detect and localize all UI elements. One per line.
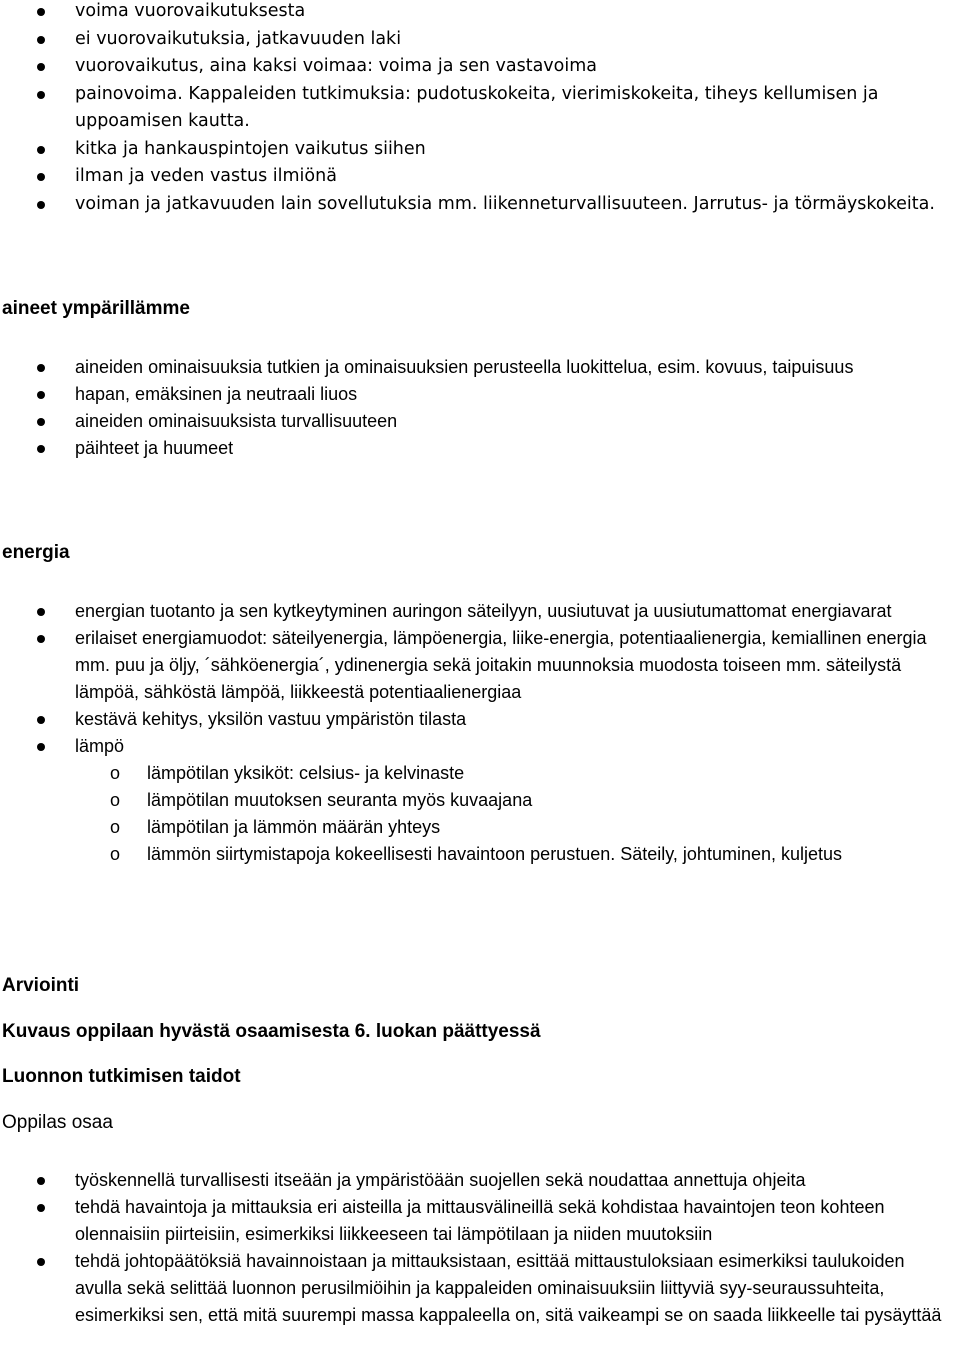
list-item: ei vuorovaikutuksia, jatkavuuden laki [0,26,960,54]
list-item: aineiden ominaisuuksia tutkien ja ominaisuuksien perusteella luokittelua, esim. kovuus, taipuisuus [0,354,960,381]
list-item: ilman ja veden vastus ilmiönä [0,163,960,191]
sub-list-item: o lämmön siirtymistapoja kokeellisesti havaintoon perustuen. Säteily, johtuminen, kuljetus [0,841,960,868]
energia-list [0,598,960,868]
list-item: kitka ja hankauspintojen vaikutus siihen [0,136,960,164]
sub-list-item: o lämpötilan yksiköt: celsius- ja kelvinaste [0,760,960,787]
skills-heading: Luonnon tutkimisen taidot [2,1066,241,1087]
list-item: tehdä johtopäätöksiä havainnoistaan ja mittauksistaan, esittää mittaustuloksiaan esimerkiksi taulukoiden avulla sekä selittää luonnon perusilmiöihin ja kappaleiden ominaisuuksiin liittyviä syy-seuraussuhteita, esimerkiksi sen, että mitä suurempi massa kappaleella on, sitä vaikeampi se on saada liikkeelle tai pysäyttää [0,1248,960,1329]
skills-intro: Oppilas osaa [2,1112,113,1133]
section-heading-energia: energia [2,542,70,563]
physics-topic-list [0,0,960,218]
sub-list-item: o lämpötilan ja lämmön määrän yhteys [0,814,960,841]
list-item: voiman ja jatkavuuden lain sovellutuksia mm. liikenneturvallisuuteen. Jarrutus- ja törmäyskokeita. [0,191,960,219]
sub-list-item: o lämpötilan muutoksen seuranta myös kuvaajana [0,787,960,814]
assessment-subheading: Kuvaus oppilaan hyvästä osaamisesta 6. luokan päättyessä [2,1021,541,1042]
section-heading-arviointi: Arviointi [2,975,80,996]
list-item: päihteet ja huumeet [0,435,960,462]
list-item: hapan, emäksinen ja neutraali liuos [0,381,960,408]
list-item: tehdä havaintoja ja mittauksia eri aisteilla ja mittausvälineillä sekä kohdistaa havaintojen teon kohteen olennaisiin piirteisiin, esimerkiksi liikkeeseen tai lämpötilaan ja niiden muutoksiin [0,1194,960,1248]
list-item: vuorovaikutus, aina kaksi voimaa: voima ja sen vastavoima [0,53,960,81]
list-item: aineiden ominaisuuksista turvallisuuteen [0,408,960,435]
section-heading-aineet: aineet ympärillämme [2,298,190,319]
skills-list [0,1167,960,1329]
list-item: voima vuorovaikutuksesta [0,0,960,26]
list-item: lämpö [0,733,960,760]
aineet-list [0,354,960,462]
list-item: erilaiset energiamuodot: säteilyenergia, lämpöenergia, liike-energia, potentiaalienergia, kemiallinen energia mm. puu ja öljy, ´sähköenergia´, ydinenergia sekä joitakin muunnoksia muodosta toiseen mm. säteilystä lämpöä, sähköstä lämpöä, liikkeestä potentiaalienergiaa [0,625,960,706]
list-item: painovoima. Kappaleiden tutkimuksia: pudotuskokeita, vierimiskokeita, tiheys kellumisen ja uppoamisen kautta. [0,81,960,136]
list-item: energian tuotanto ja sen kytkeytyminen auringon säteilyyn, uusiutuvat ja uusiutumattomat energiavarat [0,598,960,625]
list-item: kestävä kehitys, yksilön vastuu ympäristön tilasta [0,706,960,733]
list-item: työskennellä turvallisesti itseään ja ympäristöään suojellen sekä noudattaa annettuja ohjeita [0,1167,960,1194]
